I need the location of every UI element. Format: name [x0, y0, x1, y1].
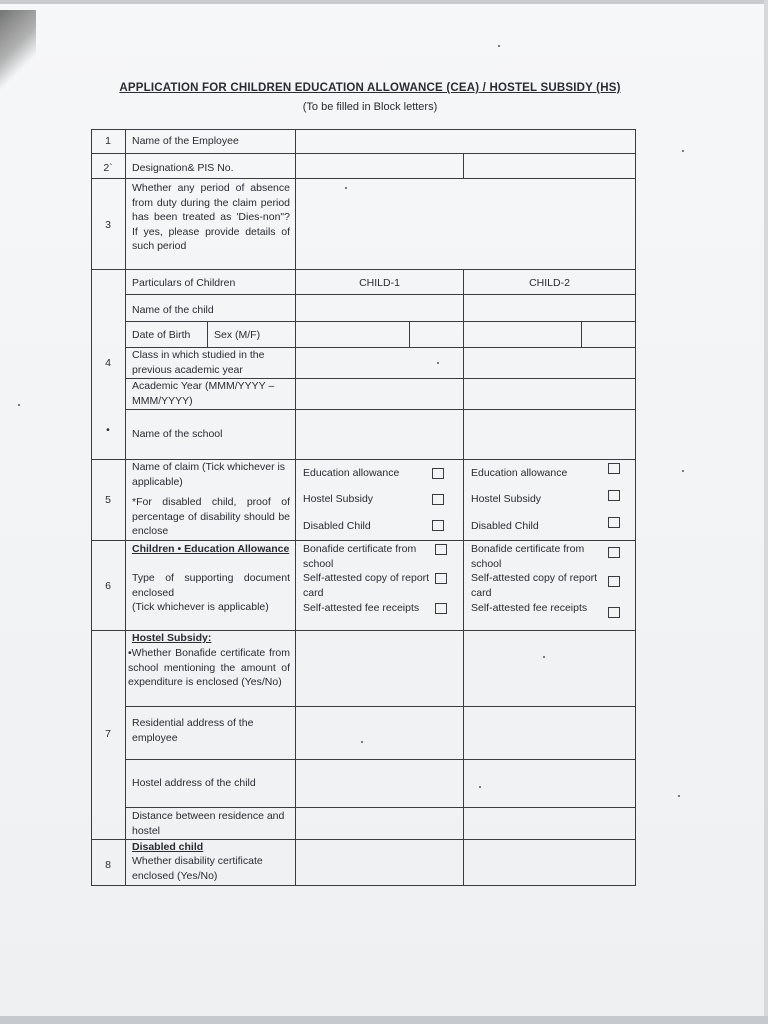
column-divider — [125, 129, 126, 885]
scan-speck — [678, 795, 680, 797]
dies-non-question: Whether any period of absence from duty during the claim period has been treated as 'Dies-non"? If yes, please provide details of such period — [132, 182, 290, 253]
row-divider — [91, 178, 636, 179]
checkbox-child1-disabled-child[interactable] — [432, 520, 444, 531]
row-divider — [125, 321, 636, 322]
option-label: Disabled Child — [471, 520, 539, 532]
scan-speck — [345, 187, 347, 189]
row-number: 1 — [105, 135, 111, 147]
scan-artifact — [0, 10, 36, 90]
option-label: Self-attested copy of report card — [303, 572, 430, 599]
column-divider — [463, 269, 464, 885]
bonafide-question: •Whether Bonafide certificate from school mentioning the amount of expenditure is enclosed (Yes/No) — [128, 647, 290, 689]
row-divider — [125, 807, 636, 808]
table-border-top — [91, 129, 636, 130]
checkbox-child1-bonafide[interactable] — [435, 544, 447, 555]
education-allowance-heading: Children • Education Allowance — [132, 543, 290, 555]
disability-proof-note: *For disabled child, proof of percentage of disability should be enclose — [132, 496, 290, 538]
option-label: Self-attested fee receipts — [303, 602, 420, 614]
scan-speck — [682, 470, 684, 472]
column-divider — [581, 321, 582, 347]
row-number: 6 — [105, 580, 111, 592]
option-label: Education allowance — [471, 467, 568, 479]
disabled-child-heading: Disabled child — [132, 841, 204, 853]
option-label: Self-attested copy of report card — [471, 572, 598, 599]
form-title: APPLICATION FOR CHILDREN EDUCATION ALLOWANCE (CEA) / HOSTEL SUBSIDY (HS) — [119, 82, 621, 94]
child-name-label: Name of the child — [132, 304, 214, 316]
table-border-bottom — [91, 885, 636, 886]
checkbox-child2-hostel-subsidy[interactable] — [608, 490, 620, 501]
designation-label: Designation& PIS No. — [132, 162, 234, 174]
option-label: Self-attested fee receipts — [471, 602, 588, 614]
scan-speck — [682, 150, 684, 152]
class-label: Class in which studied in the previous academic year — [132, 349, 265, 376]
child-1-header: CHILD-1 — [359, 277, 400, 289]
claim-label: Name of claim (Tick whichever is applicable) — [132, 461, 286, 488]
row-number: 5 — [105, 494, 111, 506]
row-number: 8 — [105, 859, 111, 871]
scan-edge-top — [0, 0, 768, 4]
academic-year-label: Academic Year (MMM/YYYY – MMM/YYYY) — [132, 380, 275, 407]
column-divider — [463, 153, 464, 178]
disability-certificate-label: Whether disability certificate enclosed (Yes/No) — [132, 855, 263, 882]
checkbox-child2-bonafide[interactable] — [608, 547, 620, 558]
scan-edge-right — [764, 0, 768, 1024]
checkbox-child1-fee-receipts[interactable] — [435, 603, 447, 614]
checkbox-child2-education-allowance[interactable] — [608, 463, 620, 474]
row-number: 7 — [105, 728, 111, 740]
scan-edge-bottom — [0, 1016, 768, 1024]
employee-name-label: Name of the Employee — [132, 135, 239, 147]
dob-label: Date of Birth — [132, 329, 191, 341]
hostel-subsidy-heading: Hostel Subsidy: — [132, 632, 212, 644]
column-divider — [409, 321, 410, 347]
child-2-header: CHILD-2 — [529, 277, 570, 289]
table-border-right — [635, 129, 636, 885]
option-label: Bonafide certificate from school — [471, 543, 585, 570]
form-subtitle: (To be filled in Block letters) — [302, 101, 438, 113]
column-divider — [295, 129, 296, 885]
distance-label: Distance between residence and hostel — [132, 810, 285, 837]
column-divider — [207, 321, 208, 347]
option-label: Education allowance — [303, 467, 400, 479]
sex-label: Sex (M/F) — [214, 329, 261, 341]
option-label: Hostel Subsidy — [471, 493, 542, 505]
scan-speck — [498, 45, 500, 47]
scan-speck — [437, 362, 439, 364]
supporting-docs-label: Type of supporting document enclosed — [132, 572, 290, 599]
checkbox-child2-disabled-child[interactable] — [608, 517, 620, 528]
checkbox-child2-report-card[interactable] — [608, 576, 620, 587]
row-divider — [91, 540, 636, 541]
checkbox-child1-report-card[interactable] — [435, 573, 447, 584]
checkbox-child1-education-allowance[interactable] — [432, 468, 444, 479]
row-number: 2` — [103, 162, 113, 174]
option-label: Bonafide certificate from school — [303, 543, 417, 570]
row-divider — [91, 153, 636, 154]
row-divider — [125, 409, 636, 410]
scan-speck — [479, 786, 481, 788]
row-divider — [125, 294, 636, 295]
row-divider — [125, 759, 636, 760]
application-form-table — [91, 129, 636, 885]
scan-speck — [361, 741, 363, 743]
particulars-label: Particulars of Children — [132, 277, 236, 289]
school-name-label: Name of the school — [132, 428, 223, 440]
option-label: Hostel Subsidy — [303, 493, 374, 505]
checkbox-child2-fee-receipts[interactable] — [608, 607, 620, 618]
checkbox-child1-hostel-subsidy[interactable] — [432, 494, 444, 505]
row-number: 4 — [105, 357, 111, 369]
option-label: Disabled Child — [303, 520, 371, 532]
bullet-mark: • — [106, 424, 110, 436]
hostel-address-label: Hostel address of the child — [132, 777, 256, 789]
row-divider — [91, 269, 636, 270]
tick-instruction: (Tick whichever is applicable) — [132, 601, 269, 613]
scan-speck — [18, 404, 20, 406]
scan-speck — [543, 656, 545, 658]
residential-address-label: Residential address of the employee — [132, 717, 254, 744]
row-divider — [125, 706, 636, 707]
row-number: 3 — [105, 219, 111, 231]
